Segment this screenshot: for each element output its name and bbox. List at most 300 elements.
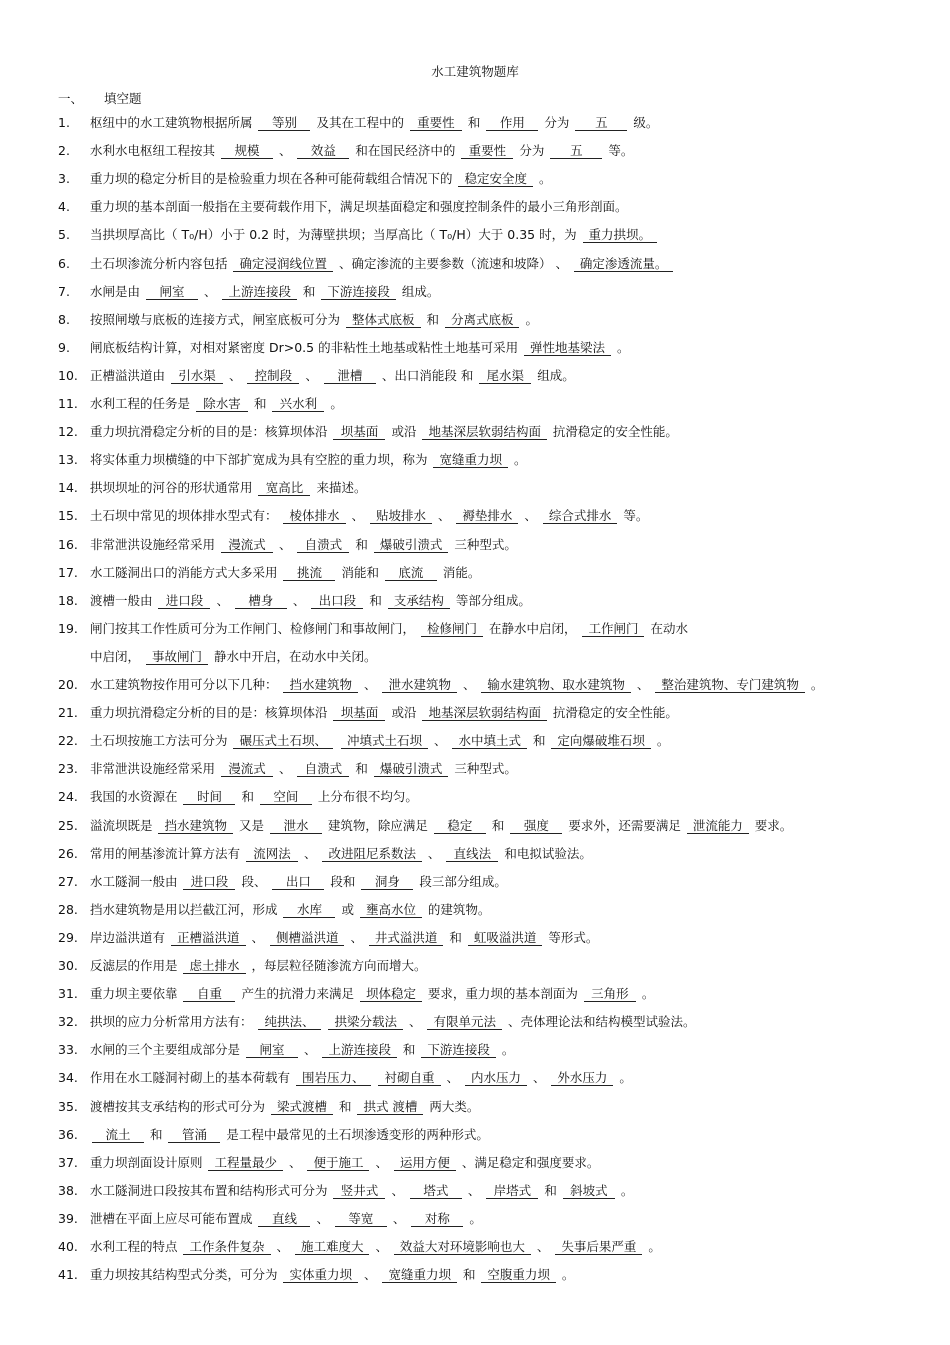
answer-blank: 上游连接段 [322,1042,397,1058]
question-item [58,788,892,806]
answer-blank: 下游连接段 [321,284,396,300]
answer-blank: 宽缝重力坝 [433,452,508,468]
question-text: 常用的闸基渗流计算方法有 [90,845,244,861]
question-text: 溢流坝既是 [90,817,157,833]
question-text: 。 [644,1239,661,1254]
question-item [58,1210,892,1228]
answer-blank: 自重 [183,986,235,1002]
question-text: 和 [463,115,485,130]
question-text: 、 [423,845,445,861]
question-number: 17. [58,564,78,580]
answer-blank: 重力拱坝。 [583,227,658,243]
question-item [58,676,892,694]
question-item [58,1154,892,1172]
question-text: 段和 [326,873,360,889]
question-number: 6. [58,255,70,271]
question-text: 。 [616,1182,634,1198]
question-item [58,423,892,441]
question-text: 分为 [515,143,549,159]
question-item [58,114,892,132]
answer-blank: 爆破引溃式 [374,537,449,553]
question-number: 30. [58,958,78,973]
answer-blank: 正槽溢洪道 [171,930,246,946]
question-text: 当拱坝厚高比（ T₀/H）小于 0.2 时，为薄壁拱坝；当厚高比（ T₀/H）大于 0.35 时，为 [90,227,581,243]
question-text: 又是 [235,817,268,833]
question-text: 上分布很不均匀。 [313,789,418,805]
question-text: 非常泄洪设施经常采用 [90,536,219,552]
answer-blank: 五 [550,143,602,159]
answer-blank: 挡水建筑物 [158,818,233,834]
question-number: 14. [58,480,78,496]
page-title: 水工建筑物题库 [431,64,519,79]
answer-blank: 检修闸门 [421,621,483,637]
answer-blank: 整体式底板 [346,312,421,328]
question-text: 、确定渗流的主要参数（流速和坡降） 、 [335,255,572,271]
question-text: 水工隧洞出口的消能方式大多采用 [90,564,282,580]
question-number: 2. [58,143,70,159]
question-number: 7. [58,283,70,299]
question-text: 在动水 [646,620,688,636]
answer-blank: 外水压力 [551,1070,613,1086]
question-text: 、 [387,1182,408,1198]
answer-blank: 竖井式 [333,1183,385,1199]
question-text: 、 [288,592,310,608]
answer-blank: 地基深层软弱结构面 [422,424,547,440]
question-item [58,226,892,244]
question-text: 抗滑稳定的安全性能。 [548,424,678,440]
answer-blank: 空腹重力坝 [481,1267,556,1283]
answer-blank: 作用 [486,115,538,131]
question-text: 、 [532,1239,554,1254]
question-text: 、 [528,1070,550,1086]
question-text: 和 [422,311,443,327]
question-text: 、 [299,845,321,861]
question-item [58,451,892,469]
question-text: 渡槽一般由 [90,592,157,608]
answer-blank: 工程量最少 [208,1155,283,1171]
question-item [58,901,892,919]
answer-blank: 斜坡式 [563,1183,615,1199]
question-number: 25. [58,817,78,833]
question-text: 等形式。 [544,929,599,945]
question-text: 、 [442,1070,463,1086]
question-item [58,395,892,413]
question-text: 水工隧洞一般由 [90,873,182,889]
question-text: 。 [652,733,670,749]
question-text: 重力坝抗滑稳定分析的目的是：核算坝体沿 [90,424,332,440]
question-text: ，每层粒径随渗流方向而增大。 [247,958,427,973]
question-text: 、 [347,508,368,524]
question-text: 。 [521,311,538,327]
question-text: 消能和 [337,564,383,580]
question-text: 、 [247,929,268,945]
question-text: 、 [312,1210,333,1226]
answer-blank: 泄水建筑物 [382,677,457,693]
question-item [58,367,892,385]
question-text: 。 [497,1042,515,1058]
answer-blank: 综合式排水 [543,508,618,524]
question-number: 27. [58,873,78,889]
answer-blank: 梁式渡槽 [271,1099,333,1115]
answer-blank: 围岩压力、 [296,1070,371,1086]
question-text: 静水中开启，在动水中关闭。 [210,648,377,664]
question-item [58,1266,892,1284]
question-text: 和 [487,817,509,833]
question-text: 、 [274,143,296,159]
question-number: 41. [58,1267,78,1283]
question-text [323,1014,327,1029]
question-text: 、 [371,1239,392,1254]
answer-blank: 弹性地基梁法 [524,340,611,356]
question-number: 28. [58,901,78,917]
answer-blank: 塔式 [410,1183,462,1199]
question-text: 等。 [619,508,649,524]
answer-blank: 进口段 [158,593,210,609]
question-number: 11. [58,396,78,411]
question-text: 水利水电枢纽工程按其 [90,143,219,159]
question-number: 9. [58,339,70,355]
question-text: 、 [463,1182,485,1198]
question-text: 闸底板结构计算，对相对紧密度 Dr>0.5 的非粘性土地基或粘性土地基可采用 [90,339,523,355]
question-text: 、 [299,1042,321,1058]
question-text: 是工程中最常见的土石坝渗透变形的两种形式。 [222,1126,489,1142]
question-text: 、 [458,677,480,692]
answer-blank: 管涌 [168,1127,220,1143]
question-text: 和 [445,929,466,945]
question-text: 和 [335,1098,356,1114]
answer-blank: 水中填土式 [452,733,527,749]
question-number: 38. [58,1182,78,1198]
answer-blank: 便于施工 [307,1155,369,1171]
answer-blank: 洞身 [361,874,413,890]
answer-blank: 侧槽溢洪道 [270,930,345,946]
question-text: 重力坝的稳定分析目的是检验重力坝在各种可能荷载组合情况下的 [90,171,457,187]
answer-blank: 拱梁分载法 [328,1014,403,1030]
question-text: 、 [285,1154,306,1170]
question-number: 31. [58,986,78,1002]
answer-blank: 流网法 [246,846,298,862]
answer-blank: 工作闸门 [582,621,644,637]
question-text: 和 [146,1126,167,1142]
answer-blank: 工作条件复杂 [183,1239,270,1255]
question-text: 枢纽中的水工建筑物根据所属 [90,115,257,130]
answer-blank: 爆破引溃式 [374,761,449,777]
question-number: 21. [58,705,78,721]
question-text: 分为 [540,115,574,130]
question-text: 按照闸墩与底板的连接方式，闸室底板可分为 [90,311,344,327]
answer-blank: 重要性 [410,115,462,131]
question-text: 重力坝抗滑稳定分析的目的是：核算坝体沿 [90,705,332,721]
question-text: 和 [365,592,386,608]
answer-blank: 实体重力坝 [283,1267,358,1283]
question-text: 、 [360,677,381,692]
question-text: 或沿 [387,705,421,721]
question-text: 、 [274,536,296,552]
question-number: 34. [58,1070,78,1086]
question-text: 非常泄洪设施经常采用 [90,761,219,777]
question-item [58,817,892,835]
answer-blank: 三角形 [584,986,636,1002]
question-text: 水工隧洞进口段按其布置和结构形式可分为 [90,1182,332,1198]
answer-blank: 分离式底板 [445,312,520,328]
answer-blank: 碾压式土石坝、 [233,733,333,749]
answer-blank: 稳定 [434,818,486,834]
question-item [58,311,892,329]
question-item [58,760,892,778]
answer-blank: 支承结构 [388,593,450,609]
answer-blank: 坝基面 [333,705,385,721]
question-text: 等。 [604,143,634,159]
answer-blank: 尾水渠 [479,368,531,384]
answer-blank: 贴坡排水 [370,508,432,524]
question-number: 26. [58,845,78,861]
question-text: 、 [212,592,233,608]
question-text: 。 [465,1210,482,1226]
answer-blank: 闸室 [246,1042,298,1058]
question-item [58,564,892,582]
answer-blank: 自溃式 [297,537,349,553]
question-number: 13. [58,452,78,468]
question-number: 8. [58,311,70,327]
question-item [58,1238,892,1256]
question-text: 段、 [237,873,271,889]
question-text: 。 [637,986,655,1002]
question-text: 岸边溢洪道有 [90,929,169,945]
question-number: 5. [58,227,70,243]
answer-blank: 整治建筑物、专门建筑物 [655,677,805,693]
question-text: 、出口消能段 和 [377,367,478,383]
question-text: 和电拟试验法。 [500,845,592,861]
answer-blank: 泄槽 [324,368,376,384]
question-continuation [90,648,376,666]
answer-blank: 事故闸门 [146,649,208,665]
answer-blank: 地基深层软弱结构面 [422,705,547,721]
question-text: 三种型式。 [450,536,517,552]
question-text: 两大类。 [425,1098,480,1114]
answer-blank: 槽身 [235,593,287,609]
answer-blank: 对称 [411,1211,463,1227]
question-text: 抗滑稳定的安全性能。 [548,705,678,721]
question-text: 水利工程的特点 [90,1239,182,1254]
question-text: 反滤层的作用是 [90,958,182,973]
question-text: 土石坝渗流分析内容包括 [90,255,232,271]
question-text [373,1070,377,1085]
question-text: 、 [274,761,296,777]
question-number: 36. [58,1126,78,1142]
question-item [58,845,892,863]
question-item [58,170,892,188]
question-item [58,1013,892,1031]
answer-blank: 效益 [297,143,349,159]
question-text: 、 [520,508,541,524]
question-text: 、 [272,1239,293,1254]
answer-blank: 挡水建筑物 [283,677,358,693]
answer-blank: 宽高比 [258,480,310,496]
answer-blank: 坝基面 [333,424,385,440]
question-item [58,873,892,891]
question-text: 或沿 [387,424,421,440]
question-text: 组成。 [397,283,440,299]
answer-blank: 漫流式 [221,761,273,777]
question-number: 35. [58,1098,78,1114]
question-item [58,255,892,273]
section-label: 填空题 [103,91,142,106]
answer-blank: 空间 [260,789,312,805]
answer-blank: 下游连接段 [421,1042,496,1058]
question-number: 4. [58,199,70,215]
question-number: 40. [58,1239,78,1254]
question-text: 挡水建筑物是用以拦截江河，形成 [90,901,282,917]
answer-blank: 宽缝重力坝 [382,1267,457,1283]
question-item [58,985,892,1003]
answer-blank: 流土 [92,1127,144,1143]
question-text: 将实体重力坝横缝的中下部扩宽成为具有空腔的重力坝，称为 [90,452,432,468]
question-item [58,283,892,301]
question-text: 渡槽按其支承结构的形式可分为 [90,1098,269,1114]
question-text: 闸门按其工作性质可分为工作闸门、检修闸门和事故闸门， [90,620,419,636]
question-number: 16. [58,536,78,552]
answer-blank: 棱体排水 [283,508,345,524]
question-text: 的建筑物。 [423,901,491,917]
question-text: 要求，重力坝的基本剖面为 [423,986,582,1002]
question-text: 和 [249,396,271,411]
answer-blank: 泄流能力 [687,818,749,834]
question-item [58,1182,892,1200]
question-text: 土石坝中常见的坝体排水型式有： [90,508,282,524]
question-item [58,732,892,750]
answer-blank: 改进阻尼系数法 [322,846,422,862]
question-number: 29. [58,929,78,945]
answer-blank: 时间 [183,789,235,805]
answer-blank: 岸塔式 [486,1183,538,1199]
question-text: 、 [433,508,455,524]
answer-blank: 兴水利 [272,396,324,412]
question-number: 15. [58,508,78,524]
answer-blank: 施工难度大 [295,1239,370,1255]
answer-blank: 引水渠 [171,368,223,384]
question-text: 。 [510,452,527,468]
question-text: 及其在工程中的 [312,115,408,130]
question-text: 、 [199,283,221,299]
answer-blank: 出口 [272,874,324,890]
answer-blank: 壅高水位 [360,902,422,918]
answer-blank: 直线法 [446,846,498,862]
question-text: 组成。 [533,367,575,383]
answer-blank: 确定浸润线位置 [233,256,333,272]
question-number: 33. [58,1042,78,1058]
question-text: 泄槽在平面上应尽可能布置成 [90,1210,257,1226]
answer-blank: 运用方便 [394,1155,456,1171]
question-item [58,929,892,947]
answer-blank: 漫流式 [221,537,273,553]
question-text: 、满足稳定和强度要求。 [457,1154,600,1170]
question-text: 拱坝坝址的河谷的形状通常用 [90,480,257,496]
answer-blank: 上游连接段 [222,284,297,300]
answer-blank: 规模 [221,143,273,159]
answer-blank: 自溃式 [297,761,349,777]
question-text: 。 [557,1267,575,1283]
question-number: 32. [58,1014,78,1030]
question-text: 。 [613,339,630,355]
question-text [335,733,339,748]
section-heading [58,89,142,107]
question-number: 37. [58,1154,78,1170]
question-item [58,1126,892,1144]
answer-blank: 稳定安全度 [458,171,533,187]
answer-blank: 闸室 [146,284,198,300]
question-text: 和 [458,1267,480,1283]
question-text: 和 [540,1182,561,1198]
question-text: 重力坝的基本剖面一般指在主要荷载作用下，满足坝基面稳定和强度控制条件的最小三角形剖面。 [90,199,628,215]
question-text: 、 [430,733,451,749]
question-text: 和 [351,536,372,552]
question-number: 24. [58,789,78,805]
answer-blank: 虑土排水 [183,958,245,974]
question-text: 、 [405,1014,426,1030]
question-text: 正槽溢洪道由 [90,367,169,383]
question-text: 和 [398,1042,420,1058]
answer-blank: 出口段 [311,593,363,609]
question-text: 中启闭， [90,648,144,664]
question-number: 23. [58,761,78,777]
answer-blank: 衬砌自重 [378,1070,440,1086]
question-text: 要求外，还需要满足 [564,817,685,833]
question-text: 、 [301,367,322,383]
question-text: 。 [806,677,824,692]
question-number: 22. [58,733,78,749]
question-number: 20. [58,677,78,692]
question-text: 三种型式。 [450,761,517,777]
question-item [58,479,892,497]
question-text: 拱坝的应力分析常用方法有： [90,1014,257,1030]
question-text: 或 [337,901,358,917]
question-text: 水利工程的任务是 [90,396,194,411]
answer-blank: 泄水 [270,818,322,834]
answer-blank: 控制段 [247,368,299,384]
question-text: 、 [360,1267,381,1283]
question-text: 和在国民经济中的 [351,143,460,159]
question-text: 水工建筑物按作用可分以下几种： [90,677,282,692]
question-text: 消能。 [438,564,481,580]
answer-blank: 效益大对环境影响也大 [394,1239,531,1255]
question-item [58,142,892,160]
answer-blank: 内水压力 [465,1070,527,1086]
answer-blank: 冲填式土石坝 [341,733,428,749]
question-text: 土石坝按施工方法可分为 [90,733,232,749]
answer-blank: 坝体稳定 [360,986,422,1002]
question-text: 。 [615,1070,632,1086]
question-text: 。 [535,171,552,187]
question-item [58,536,892,554]
question-text: 和 [351,761,372,777]
answer-blank: 挑流 [283,565,335,581]
question-number: 12. [58,424,78,440]
answer-blank: 水库 [283,902,335,918]
question-text: 、 [632,677,654,692]
question-item [58,339,892,357]
question-text: 重力坝主要依靠 [90,986,182,1002]
question-number: 19. [58,620,78,636]
question-item [58,957,892,975]
answer-blank: 虹吸溢洪道 [468,930,543,946]
question-text: 、壳体理论法和结构模型试验法。 [503,1014,696,1030]
answer-blank: 五 [575,115,627,131]
answer-blank: 进口段 [183,874,235,890]
answer-blank: 有限单元法 [427,1014,502,1030]
question-text: 在静水中启闭， [485,620,581,636]
answer-blank: 纯拱法、 [258,1014,320,1030]
question-text: 产生的抗滑力来满足 [237,986,358,1002]
